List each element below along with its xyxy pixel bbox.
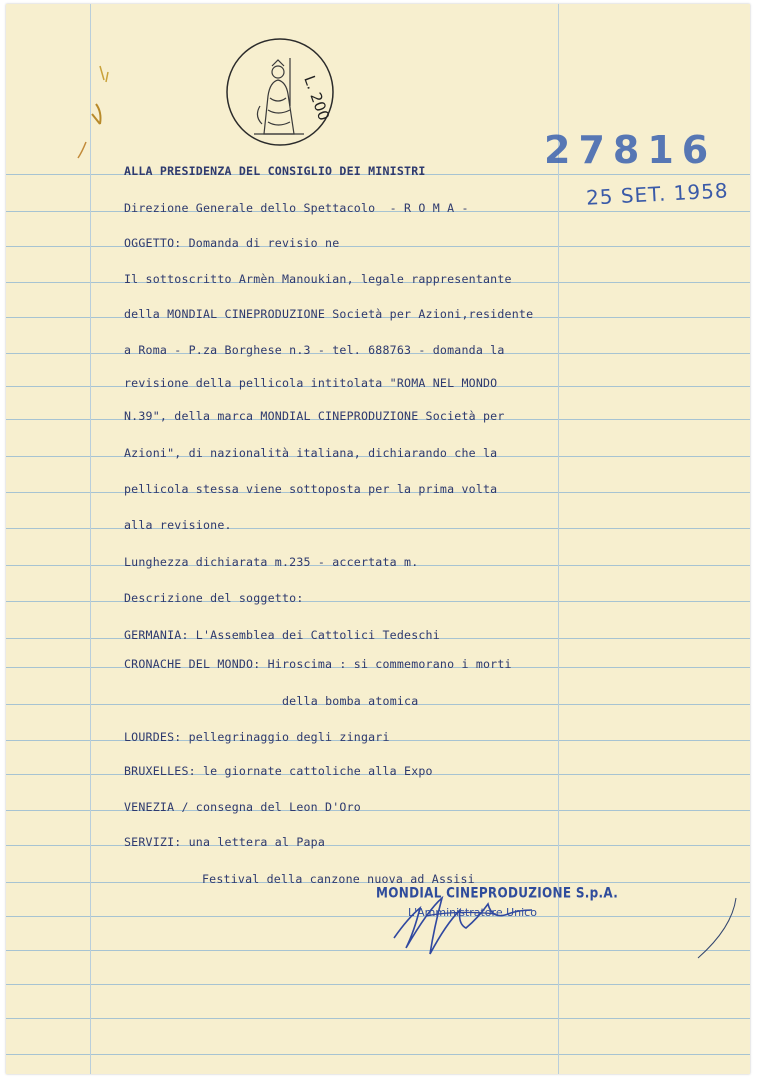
subject-item: BRUXELLES: le giornate cattoliche alla Expo: [124, 764, 433, 778]
ruled-line: [6, 246, 750, 247]
subject-item: CRONACHE DEL MONDO: Hiroscima : si commemorano i morti: [124, 657, 512, 671]
ruled-line: [6, 1018, 750, 1019]
body-line: N.39", della marca MONDIAL CINEPRODUZIONE Società per: [124, 409, 505, 423]
document-number: 27816: [544, 128, 717, 172]
ruled-line: [6, 528, 750, 529]
revenue-stamp: [224, 36, 336, 148]
margin-stroke-icon: [696, 894, 746, 964]
body-line: Azioni", di nazionalità italiana, dichiarando che la: [124, 446, 498, 460]
body-line: della MONDIAL CINEPRODUZIONE Società per Azioni,residente: [124, 307, 534, 321]
addressee-line: ALLA PRESIDENZA DEL CONSIGLIO DEI MINISTRI: [124, 164, 426, 178]
subject-item: VENEZIA / consegna del Leon D'Oro: [124, 800, 361, 814]
subject-item: SERVIZI: una lettera al Papa: [124, 835, 326, 849]
subject-item: GERMANIA: L'Assemblea dei Cattolici Tedeschi: [124, 628, 440, 642]
subject-item: della bomba atomica: [282, 694, 419, 708]
body-line: revisione della pellicola intitolata "ROMA NEL MONDO: [124, 376, 498, 390]
ruled-line: [6, 984, 750, 985]
ruled-line: [6, 1054, 750, 1055]
department-line: Direzione Generale dello Spettacolo - R O M A -: [124, 201, 469, 215]
body-line: pellicola stessa viene sottoposta per la prima volta: [124, 482, 498, 496]
seated-figure-icon: [254, 58, 304, 134]
ruled-line: [6, 601, 750, 602]
document-sheet: [6, 4, 750, 1074]
body-line: alla revisione.: [124, 518, 232, 532]
signature-icon: [386, 872, 566, 962]
description-heading: Descrizione del soggetto:: [124, 591, 304, 605]
subject-item: Festival della canzone nuova ad Assisi: [202, 872, 475, 886]
ruled-line: [6, 950, 750, 951]
subject-line: OGGETTO: Domanda di revisio ne: [124, 236, 340, 250]
company-stamp-name: MONDIAL CINEPRODUZIONE S.p.A.: [376, 884, 619, 902]
subject-item: LOURDES: pellegrinaggio degli zingari: [124, 730, 390, 744]
stamp-value: L. 200: [300, 73, 334, 124]
pencil-marks-icon: [42, 44, 112, 174]
length-line: Lunghezza dichiarata m.235 - accertata m.: [124, 555, 419, 569]
ruled-line: [6, 845, 750, 846]
ruled-line: [6, 916, 750, 917]
received-date-stamp: 25 SET. 1958: [585, 178, 730, 210]
body-line: Il sottoscritto Armèn Manoukian, legale rappresentante: [124, 272, 512, 286]
body-line: a Roma - P.za Borghese n.3 - tel. 688763 - domanda la: [124, 343, 505, 357]
ruled-line: [6, 810, 750, 811]
company-stamp-title: L'Amministratore Unico: [408, 906, 537, 919]
